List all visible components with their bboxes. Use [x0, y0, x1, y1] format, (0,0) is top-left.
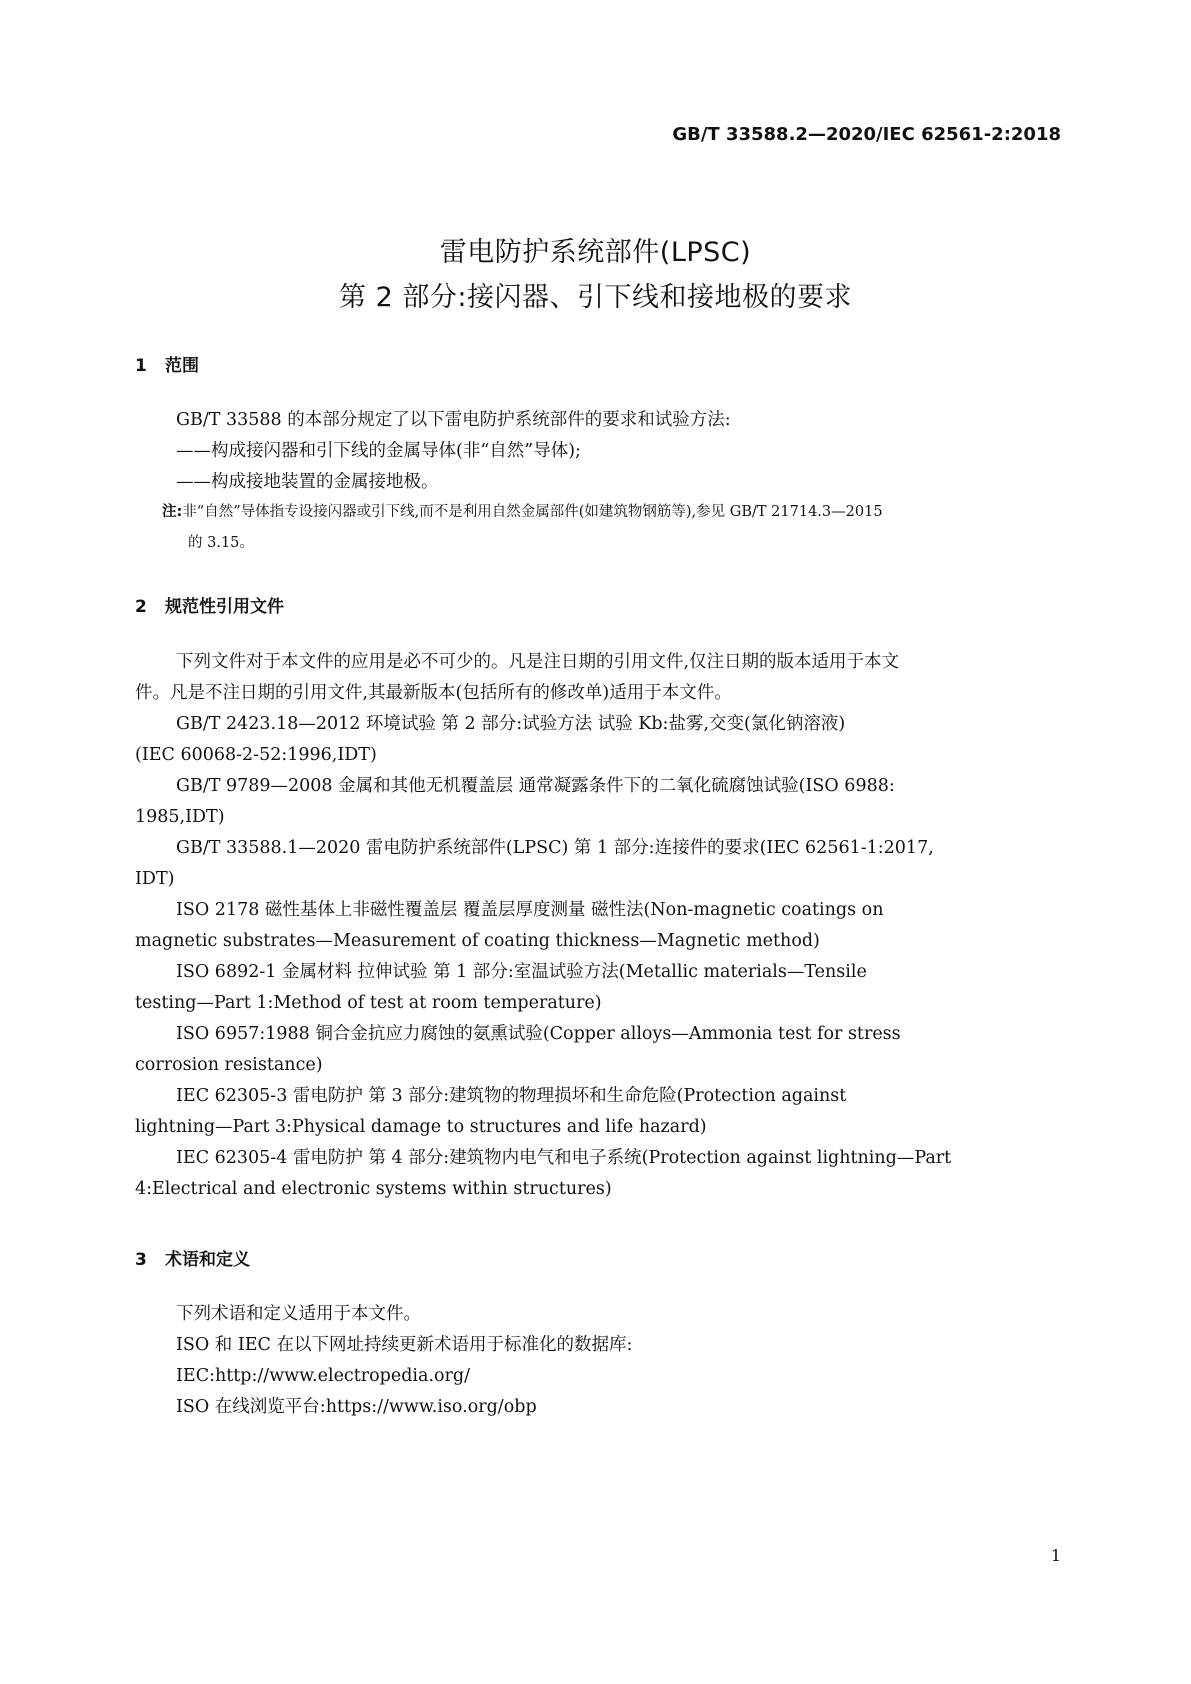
section-2-intro: 件。凡是不注日期的引用文件,其最新版本(包括所有的修改单)适用于本文件。	[135, 683, 732, 703]
section-1-heading	[135, 351, 199, 376]
reference-entry-continuation: magnetic substrates—Measurement of coating thickness—Magnetic method)	[135, 931, 820, 951]
section-2-title: 规范性引用文件	[165, 597, 284, 617]
section-1-list-item: ——构成接地装置的金属接地极。	[176, 472, 439, 492]
note-label: 注:	[162, 504, 183, 520]
section-3-paragraph: ISO 和 IEC 在以下网址持续更新术语用于标准化的数据库:	[176, 1335, 633, 1355]
iso-url-line: ISO 在线浏览平台:https://www.iso.org/obp	[176, 1397, 537, 1417]
section-2-number: 2	[135, 597, 147, 617]
reference-entry: GB/T 9789—2008 金属和其他无机覆盖层 通常凝露条件下的二氧化硫腐蚀试验(ISO 6988:	[176, 776, 895, 796]
reference-entry-continuation: 1985,IDT)	[135, 807, 225, 827]
reference-entry: GB/T 2423.18—2012 环境试验 第 2 部分:试验方法 试验 Kb:盐雾,交变(氯化钠溶液)	[176, 714, 846, 734]
section-1-list-item: ——构成接闪器和引下线的金属导体(非“自然”导体);	[176, 441, 581, 461]
section-1-note	[162, 502, 883, 522]
reference-entry: GB/T 33588.1—2020 雷电防护系统部件(LPSC) 第 1 部分:连接件的要求(IEC 62561-1:2017,	[176, 838, 934, 858]
section-2-heading	[135, 592, 284, 617]
reference-entry: ISO 6892-1 金属材料 拉伸试验 第 1 部分:室温试验方法(Metallic materials—Tensile	[176, 962, 867, 982]
section-1-note-continuation: 的 3.15。	[188, 535, 254, 551]
page-number: 1	[1050, 1546, 1061, 1565]
section-3-heading	[135, 1245, 250, 1270]
reference-entry-continuation: IDT)	[135, 869, 175, 889]
document-title-line1: 雷电防护系统部件(LPSC)	[439, 237, 752, 268]
section-1-number: 1	[135, 356, 147, 376]
reference-entry-continuation: 4:Electrical and electronic systems within structures)	[135, 1179, 612, 1199]
document-title-line2: 第 2 部分:接闪器、引下线和接地极的要求	[339, 282, 852, 313]
reference-entry: IEC 62305-4 雷电防护 第 4 部分:建筑物内电气和电子系统(Protection against lightning—Part	[176, 1148, 952, 1168]
reference-entry: ISO 6957:1988 铜合金抗应力腐蚀的氨熏试验(Copper alloys—Ammonia test for stress	[176, 1024, 901, 1044]
section-1-paragraph: GB/T 33588 的本部分规定了以下雷电防护系统部件的要求和试验方法:	[176, 410, 731, 430]
reference-entry: ISO 2178 磁性基体上非磁性覆盖层 覆盖层厚度测量 磁性法(Non-magnetic coatings on	[176, 900, 884, 920]
reference-entry: IEC 62305-3 雷电防护 第 3 部分:建筑物的物理损坏和生命危险(Protection against	[176, 1086, 847, 1106]
section-1-title: 范围	[165, 356, 199, 376]
reference-entry-continuation: lightning—Part 3:Physical damage to structures and life hazard)	[135, 1117, 707, 1137]
standard-number: GB/T 33588.2—2020/IEC 62561-2:2018	[672, 124, 1061, 145]
iec-url-line: IEC:http://www.electropedia.org/	[176, 1366, 471, 1386]
section-3-paragraph: 下列术语和定义适用于本文件。	[176, 1304, 421, 1324]
reference-entry-continuation: (IEC 60068-2-52:1996,IDT)	[135, 745, 377, 765]
reference-entry-continuation: corrosion resistance)	[135, 1055, 323, 1075]
reference-entry-continuation: testing—Part 1:Method of test at room temperature)	[135, 993, 602, 1013]
section-2-intro: 下列文件对于本文件的应用是必不可少的。凡是注日期的引用文件,仅注日期的版本适用于本文	[176, 652, 900, 672]
section-3-number: 3	[135, 1250, 147, 1270]
section-3-title: 术语和定义	[165, 1250, 250, 1270]
note-text: 非“自然”导体指专设接闪器或引下线,而不是利用自然金属部件(如建筑物钢筋等),参见 GB/T 21714.3—2015	[182, 504, 883, 520]
